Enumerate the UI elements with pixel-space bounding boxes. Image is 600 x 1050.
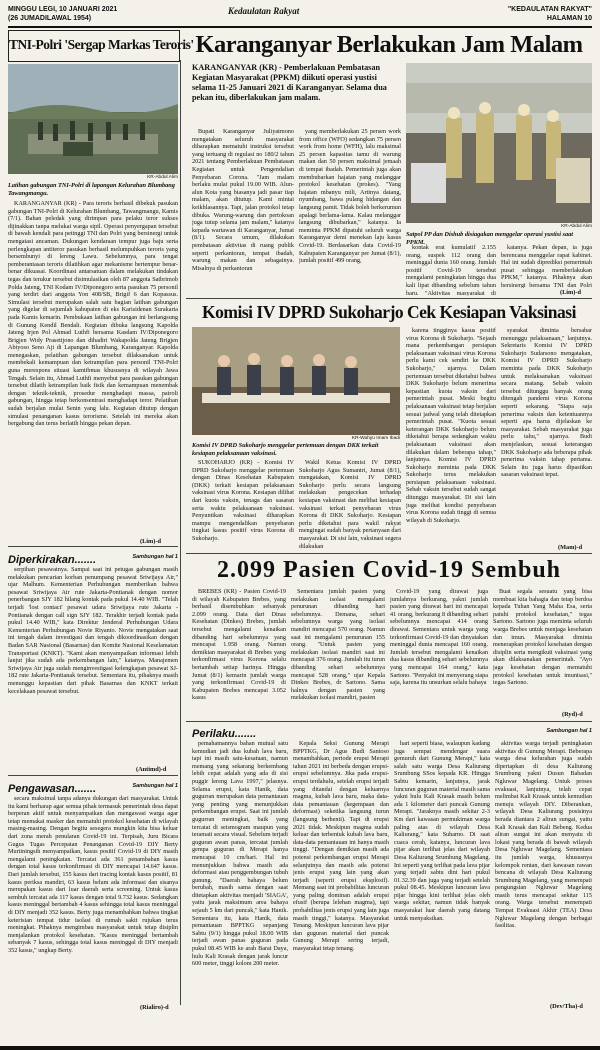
karanganyar-signature: (Lim)-d <box>560 289 581 296</box>
komisi-photo <box>192 327 400 435</box>
covid-rule <box>186 553 592 554</box>
perilaku-col2 <box>293 740 389 1010</box>
karanganyar-photo-credit: KR-Abdul Alim <box>561 224 592 229</box>
tni-headline: TNI-Polri 'Sergap Markas Teroris' <box>9 37 194 52</box>
tni-photo-credit: KR-Abdul Alim <box>147 175 178 180</box>
komisi-caption: Komisi IV DPRD Sukoharjo menggelar pertemuan dengan DKK terkait kesiapan pelaksanaan vaksinasi. <box>192 442 379 457</box>
komisi-signature: (Mam)-d <box>558 544 583 551</box>
pengawasan-rule <box>8 775 178 776</box>
perilaku-rule <box>186 721 592 722</box>
karanganyar-col4 <box>501 244 592 288</box>
tni-photo <box>8 64 178 174</box>
komisi-col4 <box>501 327 592 543</box>
komisi-col3 <box>406 327 496 551</box>
pengawasan-title: Pengawasan....... <box>8 783 97 795</box>
karanganyar-caption: Satpol PP dan Dishub disiagakan menggelar operasi yustisi saat PPKM. <box>406 231 574 246</box>
karanganyar-col4-text: katanya. Pekan depan, ia juga berencana menggelar rapat kabinet. Hal ini sudah diprediksi pemerintah pusat sehingga memberlakukan PPKM," katanya. Pihaknya akan bersinergi bersama TNI dan Polri <box>501 244 592 288</box>
komisi-col2 <box>299 459 401 551</box>
pengawasan-signature: (Rialiro)-d <box>140 1004 169 1011</box>
komisi-col1 <box>192 459 294 551</box>
karanganyar-col1 <box>192 128 294 296</box>
komisi-col4-text: syarakat diminta bersabar menunggu pelaksanaan," lanjutnya. Sekretaris Komisi IV DPRD Sukoharjo Sudarsono mengatakan, Komisi IV DPRD Sukoharjo meminta pada DKK Sukoharjo untuk melaksanakan vaksinasi secara matang. Sebab vaksin tersebut ditunggu banyak orang ditengah pandemi virus Korona seperti sekarang. "Siapa saja penerima vaksin dan ketentuannya seperti apa harus dijelaskan ke masyarakat. Sebab masyarakat juga perlu tahu," ujarnya. Budi menjelaskan, sesuai keterangan DKK Sukoharjo ada beberapa pihak penerima vaksin tahap pertama. Selain itu juga harus dipastikan sasaran vaksinasi tepat. <box>501 327 592 479</box>
diperkirakan-signature: (Antimd)-d <box>136 766 167 773</box>
covid-col2-text: Sementara jumlah pasien yang melakukan isolasi mengalami penurunan dibanding hari sebelumnya. Demana, sehari sebelumnya warga yang isolasi mandiri mencapai 570 orang. Namun saat ini mengalami penurunan 155 orang. "Untuk pasien yang melakukan isolasi mandiri saat ini mencapai 376 orang. Jumlah itu turun dibanding sehari sebelumnya mencapai 528 orang," ujar Kepala Dinkes Brebes, dr Sartono. Sama halnya dengan pasien yang melakukan isolasi mandiri, pasien <box>291 588 385 702</box>
perilaku-col3-text: hari seperti biasa, walaupun kadang juga sempat mendengar suara gemuruh dari Gunung Merapi," kata salah satu warga Desa Kaliurang Srumbung SSos kepada KR. Hingga Sabtu kemarin, lanjutnya, jarak luncuran guguran material masih sama yakni hulu Kali Krasak masih belum ada 1 kilometer dari puncak Gunung Merapi. "Jaraknya masih sekitar 2-3 Km dari kawasan permukiman warga paling atas di wilayah Desa Kaliurang," kata Suharno. Di saat cuaca cerah, katanya, luncuran lava pijar akan terlihat jelas dari wilayah Desa Kaliurang Srumbung Magelang. Ini seperti yang terlihat pada lava pijar yang terjadi sabtu dini hari pukul 01.32.39 dan juga yang terjadi setelah pukul 08.45. Meskipun luncuran lava pijar hingga kini terlihat jelas oleh warga sekitar, namun tidak banyak masyarakat luar daerah yang datang untuk menyaksikan. <box>394 740 490 922</box>
column-divider <box>180 60 181 1005</box>
karanganyar-photo <box>406 63 592 223</box>
header-date-line1: MINGGU LEGI, 10 JANUARI 2021 <box>8 6 118 13</box>
covid-col1 <box>192 588 286 718</box>
header-right <box>508 5 592 23</box>
karanganyar-col3-text: kontak erat kumulatif 2.155 orang, suspek 112 orang dan meninggal dunia 160 orang. Jumlah positif Covid-19 tersebut mengalami peningkatan hingga dua kali lipat dibanding sebelum tahun baru. "Aktivitas masyarakat di <box>406 244 496 296</box>
page-footer-bar <box>0 1046 600 1050</box>
perilaku-col1 <box>192 740 288 1010</box>
perilaku-heading <box>192 724 592 738</box>
komisi-photo-credit: KR-Wahyu Imam Ibadi <box>351 436 400 441</box>
pengawasan-body-text: secara maksimal tanpa adanya dukungan dari masyarakat. Untuk itu kami berharap agar semua pihak termasuk pemerintah desa dapat berperan aktif untuk menyampaikan dan mengawasi warga agar tetap memakai masker dan mematuhi protokol kesehatan di wilayah masing-masing. Dengan begitu sesegera mungkin kita bisa keluar dari zona merah penularan Covid-19 ini. Terpisah, Juru Bicara Gugus Tugas Percepatan Penanganan Covid-19 DIY Berty Murtiningsih menyampaikan, kasus positif Covid-19 di DIY masih mengalami peningkatan. Tercatat ada 361 penambahan kasus dengan total kasus terkonfirmasi di DIY mencapai 14.647 kasus. Dari jumlah tersebut, 155 kasus dari tracing kontak kasus positif, 81 kasus periksa mandiri, 63 kasus belum ada informasi dan sisanya merupakan kasus dari luar daerah serta screening. Untuk kasus sembuh tercatat ada 117 kasus dengan total 9.732 kasus. Sedangkan kasus meninggal bertambah 4 kasus sehingga total kasus meninggal di DIY menjadi 352 kasus. Berty juga menambahkan bahwa tingkat keterisian tempat tidur isolasi di rumah sakit rujukan terus meningkat. Pihaknya mengimbau masyarakat untuk tetap disiplin menjalankan protokol kesehatan. "Kasus meninggal bertambah sebanyak 7 kasus, sehingga total kasus meninggal di DIY menjadi 352 kasus," ungkap Berty. <box>8 795 178 954</box>
perilaku-title: Perilaku....... <box>192 728 257 740</box>
komisi-col1-text: SUKOHARJO (KR) - Komisi IV DPRD Sukoharjo menggelar pertemuan dengan Dinas Kesehatan Kabupaten (DKK) terkait kesiapan pelaksanaan vaksinasi virus Korona. Kesiapan dilihat dari kuota vaksin, tenaga dan sasaran serta waktu pelaksanaan vaksinasi. Penyuntikan vaksinasi diharapkan mampu mengendalikan penyebaran tingkat kasus positif virus Korona di Sukoharjo. <box>192 459 294 542</box>
covid-col3 <box>390 588 488 718</box>
tni-signature: (Lim)-d <box>140 538 161 545</box>
karanganyar-headline: Karanganyar Berlakukan Jam Malam <box>195 31 583 58</box>
diperkirakan-body <box>8 566 178 764</box>
header-date-line2: (26 JUMADILAWAL 1954) <box>8 15 92 22</box>
header-section: Kedaulatan Rakyat <box>228 6 300 16</box>
pengawasan-heading <box>8 779 178 793</box>
perilaku-col4 <box>495 740 592 1002</box>
komisi-col2-text: Wakil Ketua Komisi IV DPRD Sukoharjo Agus Sumantri, Jumat (8/1), mengatakan, Komisi IV DPRD Sukoharjo perlu secara langsung melakukan pengecekan terhadap kesiapan vaksinasi dan melihat kesiapan vaksinasi terkait penyebaran virus Korona di DKK Sukoharjo. Kesiapan perlu diketahui para wakil rakyat mengingat sudah banyak pertanyaan dari masyarakat. Di sisi lain, vaksinasi segera dilakukan <box>299 459 401 550</box>
tni-caption: Latihan gabungan TNI-Polri di lapangan Kelurahan Blumbang Tawangmangu. <box>8 182 175 197</box>
diperkirakan-rule <box>8 546 178 547</box>
perilaku-col3 <box>394 740 490 1010</box>
komisi-photo-image <box>192 327 400 435</box>
karanganyar-photo-image <box>406 63 592 223</box>
diperkirakan-continued: Sambungan hal 1 <box>132 554 178 560</box>
pengawasan-continued: Sambungan hal 1 <box>132 783 178 789</box>
header-date <box>8 5 117 23</box>
tni-headline-box <box>8 30 194 62</box>
diperkirakan-heading <box>8 550 178 564</box>
perilaku-signature: (Dev/Tha)-d <box>550 1003 583 1010</box>
perilaku-continued: Sambungan hal 1 <box>546 728 592 734</box>
komisi-rule <box>186 298 592 299</box>
tni-photo-image <box>8 64 178 174</box>
covid-col2 <box>291 588 385 718</box>
page-header <box>8 4 592 28</box>
header-page-number: HALAMAN 10 <box>546 15 592 22</box>
covid-col3-text: Covid-19 yang dirawat juga jumlahnya berkurang, yakni jumlah pasien yang dirawat hari ini mencapai 41 orang, berkurang 8 dibanding sehari sebelumnya mencapai 414 orang dirawat. Sementara untuk warga yang terkonfirmasi Covid-19 dan dinyatakan meninggal dunia mencapai 160 orang. Jumlah tersebut mengalami kenaikan dua kasus dibanding sehari sebelumnya yang mencapai 164 orang," kata Sartono. "Penyakit ini menyerang siapa saja, karena itu unsurkan selalu bahaya <box>390 588 488 687</box>
karanganyar-col1-text: Bupati Karanganyar Juliyatmono mengatakan seluruh masyarakat diharapkan mematuhi instruksi tersebut yang tertuang di regulasi no 180/2 tahun 2021 tentang Pemberlakuan Pembatasan Kegiatan untuk Pengendalian Penyebaran Corona. "Jam malam berlaku mulai pukul 19.00 WIB. Alun-alun Kota yang biasanya jadi pasar tiap malam, akan ditutup. Kami mintai keikhlasannya. Tapi, jalan protokol tetap dibuka. Warung-warung dan pertokoan juga tutup selama jam malam," katanya kepada wartawan di Karanganyar, Jumat (8/1). Secara umum, dilakukan pembatasan aktivitas di ruang publik seperti perkantoran, tempat ibadah, warung makan dan sebagainya. Misalnya di perkantoran <box>192 128 294 272</box>
diperkirakan-title: Diperkirakan....... <box>8 554 97 566</box>
karanganyar-col2-text: yang memberlakukan 25 persen work from office (WFO) sedangkan 75 persen work from home (WFH), lalu maksimal 25 persen kapasitas tamu di warung makan dan 50 persen maksimal jemaah di tempat ibadah. Pemerintah juga akan membubarkan hajatan yang melanggar protokol kesehatan (prokes). "Yang hajatan mbanyu mili, Artinya datang, nyumbang, bawa pulang hidangan dan langsung pamit. Tidak boleh berkerumun apalagi berlama-lama. Kalau melanggar langsung dibubarkan," katanya. Ia meminta PPKM dipatuhi seluruh warga Karanganyar demi menekan laju kasus Covid-19. Berdasarkan data Covid-19 Kabupaten Karanganyar per Jumat (8/1), jumlah positif 499 orang, <box>299 128 401 265</box>
tni-body <box>8 200 178 537</box>
karanganyar-lead: KARANGANYAR (KR) - Pemberlakuan Pembatasan Kegiatan Masyarakat (PPKM) diikuti operasi yustisi selama 11-25 Januari 2021 di Karanganyar. Selama dua pekan itu, diberlakukan jam malam. <box>192 63 387 102</box>
perilaku-col2-text: Kepala Seksi Gunung Merapi BPPTKG, Dr Agus Budi Santoso menambahkan, periode erupsi Merapi tahun 2021 ini berbeda dengan erupsi-erupsi sebelumnya. Jika pada erupsi-erupsi terdahulu, setelah erupsi terjadi yang ditandai dengan keluarnya magma, kubah lava baru, maka data-data pemantauan (kegempaan dan deformasi) seketika langsung turun (langsung berhenti). Tapi di erupsi 2021 tidak. Meskipun magma sudah keluar dan terbentuk kubah lava baru, data-data pemantauan ini hanya masih tinggi. "Dengan demikian masih ada potensi perkembangan erupsi Merapi selanjutnya dan masih ada potensi jenis erupsi yang lain yang akan terjadi (seperti erupsi eksplosif). Memang saat ini probabilitas luncuran yang paling dominan adalah erupsi efusif (berupa lelehan magma), tapi probabilitas jenis erupsi yang lain juga masih tinggi," katanya. Masyarakat Tenang. Meskipun luncuran lava pijar dan guguran material dari puncak Gunung Merapi sering terjadi, masyarakat tetap tenang. <box>293 740 389 953</box>
perilaku-col1-text: pemahamannya bahan mutual satu kemudian jadi dua kubah lava baru, tapi ini masih satu-kesatuan, namun memang yang sekarang berkembang lebih cepat adalah yang ada di sisi puggir lereng Lava 1997," jelasnya. Selama erupsi, kata Hanik, data gugurran merupakan data pemantauan yang penting yang menunjukkan perkembangan erupsi. Saat ini jumlah gugurran meningkat, baik yang tercatat di seismogram maupun yang teramati secara visual. Sebelum terjadi guguran awan panas, tercatat jumlah gempa guguran di Merapi hanya mencapai 10 cm/hari. Hal ini menunjukkan bahwa masih ada deformasi atau penggembungan tubuh gunung. "Daerah bahaya belum berubah, masih sama dengan saat ditetapkan aktivitas menjadi 'SIAGA', yaitu jarak maksimum area bahaya sejauh 5 km dari puncak," kata Hanik. Sementara itu, kata Hanik, data pemantauan BPPTKG sepanjang Sabtu (9/1) hingga pukul 18.00 WIB terjadi awan panas guguran pada pukul 08.45 WIB ke arah Barat Daya, hulu Kali Krasak dengan jarak luncur 600 meter, tinggi kolom 200 meter. <box>192 740 288 968</box>
covid-col1-text: BREBES (KR) - Pasien Covid-19 di wilayah Kabupaten Brebes, yang berhasil disembuhkan sebanyak 2.099 orang. Data dari Dinas Kesehatan (Dinkes) Brebes, jumlah tersebut mengalami kenaikan dibanding hari sebelumnya yang mencapai 1.958 orang. Namun demikian masyarakat di Brebes yang terkonfirmasi virus Korona selalu bertambah setiap harinya. Hingga Jumat (8/1) kemarin jumlah warga yang terkonfirmasi Covid-19 di Kabupaten Brebes mencapai 3.052 kasus <box>192 588 286 702</box>
covid-headline: 2.099 Pasien Covid-19 Sembuh <box>216 557 562 583</box>
karanganyar-col3 <box>406 244 496 296</box>
komisi-col3-text: karena tingginya kasus positif virus Korona di Sukoharjo. "Sejauh mana perkembangan persiapan pelaksanaan vaksinasi virus Korona perlu kami cek sendiri ke DKK Sukoharjo," ujarnya. Dalam pertemuan tersebut diketahui bahwa DKK Sukoharjo belum menerima kepastian kuota vaksin dari pemerintah pusat. Meski begitu pelaksanaan vaksinasi tetap berjalan sesuai jadwal yang telah ditetapkan pemerintah pusat. "Kuota sesuai keterangan DKK Sukoharjo belum diketahui berapa sedangkan waktu pelaksanaan vaksinasi akan dilakukan dalam beberapa tahap," lanjutnya. Komisi IV DPRD Sukoharjo meminta pada DKK Sukoharjo terus melakukan persiapan pelaksanaan vaksinasi. Sebab vaksin tersebut sudah sangat ditunggu masyarakat. Di sisi lain juga melihat kondisi penyebaran virus Korona sudah tinggi di semua wilayah di Sukoharjo. <box>406 327 496 524</box>
covid-col4-text: Buat segala sesuatu yang bisa membuat kita bahagia dan tetap berdoa kepada Tuhan Yang Maha Esa, serta patuhi protokol kesehatan," tegas Sartono. Sartono juga meminta seluruh warga Brebes untuk menjaga kesehatan dan imun. Masyarakat diminta menerapkan protokol kesehatan dengan disiplin serta mengikuti vaksinasi yang akan dilaksanakan pemerintah. "Ayo jaga kesehatan dengan mematuhi protokol kesehatan untuk imunisasi," tegas Sartono. <box>493 588 592 687</box>
header-paper-name: "KEDAULATAN RAKYAT" <box>507 6 592 13</box>
covid-signature: (Ryd)-d <box>562 711 583 718</box>
pengawasan-body <box>8 795 178 1003</box>
komisi-headline: Komisi IV DPRD Sukoharjo Cek Kesiapan Vaksinasi <box>202 302 576 322</box>
perilaku-col4-text: aktivitas warga terjadi peningkatan aktivitas di Gunung Merapi. Beberapa warga desa kelurahan juga sudah diperiapkan di desa Kaliurang Srumbung yakni Dusun Babadan Ngluwar Magelang. Untuk proses evakuasi, lanjutnya, telah cepat melimbat Kali Krasak untuk kemudian menuju wilayah DIY. Diberankan, wilayah Desa Kaliurang posisinya berada diantara 2 aliran sungai, yaitu Kali Krasak dan Kali Bebeng. Kedua aliran sungai ini akan menyatu di lokasi yang berada di bawah wilayah Desa Ngluwar Magelang. Sementara itu jumlah warga, khususnya kelompok rentan, dari kawasan rawan bencana di wilayah Desa Kaliurang Srumbung Magelang, yang menempati pengungsian Ngluwar Magelang masih terus mencapai sekitar 115 orang. Warga tersebut menempati Tempat Evakuasi Akhir (TEA) Desa Ngluwar Magelang dengan berbagai fasilitas. <box>495 740 592 930</box>
diperkirakan-body-text: serpihan pesawatnya. Sampai saat ini petugas gabungan masih melakukan pencarian korban penumpang pesawat Sriwijaya Air," ujar Malhum. Kementerian Perhubungan memberikan bahwa pesawat Sriwijaya Air rute Jakarta-Pontianak dengan nomor penerbangan SJY 182 hilang kontak pada pukul 14.40 WIB. "Telah terjadi 'lost contact' pesawat udara Sriwijaya rute Jakarta - Pontianak dengan call sign SJY 182. Terakhir terjadi kontak pada pukul 14.40 WIB," kata Direktur Jenderal Perhubungan Udara Kementerian Perhubungan Novie Riyanto. Novie mengatakan saat ini tengah dalam investigasi dan tengah dikoordinasikan dengan Badan SAR Nasional (Basarnas) dan Komite Nasional Keselamatan Transportasi (KNKT). "Kami akan menyampaikan informasi lebih lanjut jika sudah ada perkembangan lain," katanya. Manajemen Sriwijaya Air juga sudah menginvestigasi kelengkapan pesawat SJ-182 rute Jakarta-Pontianak tersebut. Sementara itu, pihaknya masih menunggu kepastian dari pihak Basarnas dan KNKT terkait kecelakaan pesawat tersebut. <box>8 566 178 695</box>
karanganyar-col2 <box>299 128 401 296</box>
tni-body-text: KARANGANYAR (KR) - Para teroris berhasil dibekuk pasukan gabungan TNI-Polri di Kelurahan Blumbang, Tawangmangu, Kamis (7/1). Bahan peledak yang dirimpan para pelaku teror sukses dijinakkan tanpa melukai warga sipil. Operasi penyergapan tersebut di bawah kendali para petinggi TNI dan Polri yang bersinergi untuk mengatasi ancaman. Dukungan kendaraan tempur juga baju serta perlengkapan antiteror pasukan berhasil melumpuhkan teroris yang bersembunyi di lereng Lawu. Sebelumnya, para tengat pemberantasan teroris dilatihkan agar mekanisme bertempur benar-benar dikuasai. Koordinasi antarsatuan dalam melakukan tindakan tegas dan terukur tersebut disimulasikan oleh 87 anggota Satbrimob Polda Jateng, TNI Kodam IV/Diponegoro serta pasukan 75 personil yang terdiri dari anggota Yon 408/SB, Brigif 6 dan Kopassus. Simulasi tersebut merupakan salah satu bagian latihan gabungan yang digelar di sejumlah kabupaten di eks Karisidenan Surakarta pada Kamis kemarin. Pembukaan latihan gabungan ini berlangsung di Gunung Kendil Bendali. Kegiatan dibuka langsung Kapolda Jateng Irjen Pol Ahmad Luthfi bersama Kasdam IV/Diponegoro Brigjen Widy Prasetijono dan dihadiri Wakapolda Jateng Brigjen Abiyoso Seno Aji di Lapangan Blumbang, Karanganyar. Kapolda menegaskan, pelatihan gabungan tersebut dilaksanakan untuk membekali kemampuan dan ketrampilan para personil TNI-Polri guna merespons situasi kamtibmas khususnya di wilayah Jawa Tengah. Selain itu, Ahmad Luthfi menyebut para pasukan gabungan tersebut dilatih ketrampilan baik fisik dan kemampuan menembak dengan teknik-teknik, prosedur menghadapi massa, patroli gabungan, hingga tetap berkonsentrasi menghadapi teror. Pelatihan sudah berjalan mulai Senin yang lalu. Kegiatan ditutup dengan simulasi penanganan kasus terorisme. Setelah ini mereka akan bergabung dan terus berlatih hingga pekan depan. <box>8 200 178 428</box>
covid-col4 <box>493 588 592 710</box>
